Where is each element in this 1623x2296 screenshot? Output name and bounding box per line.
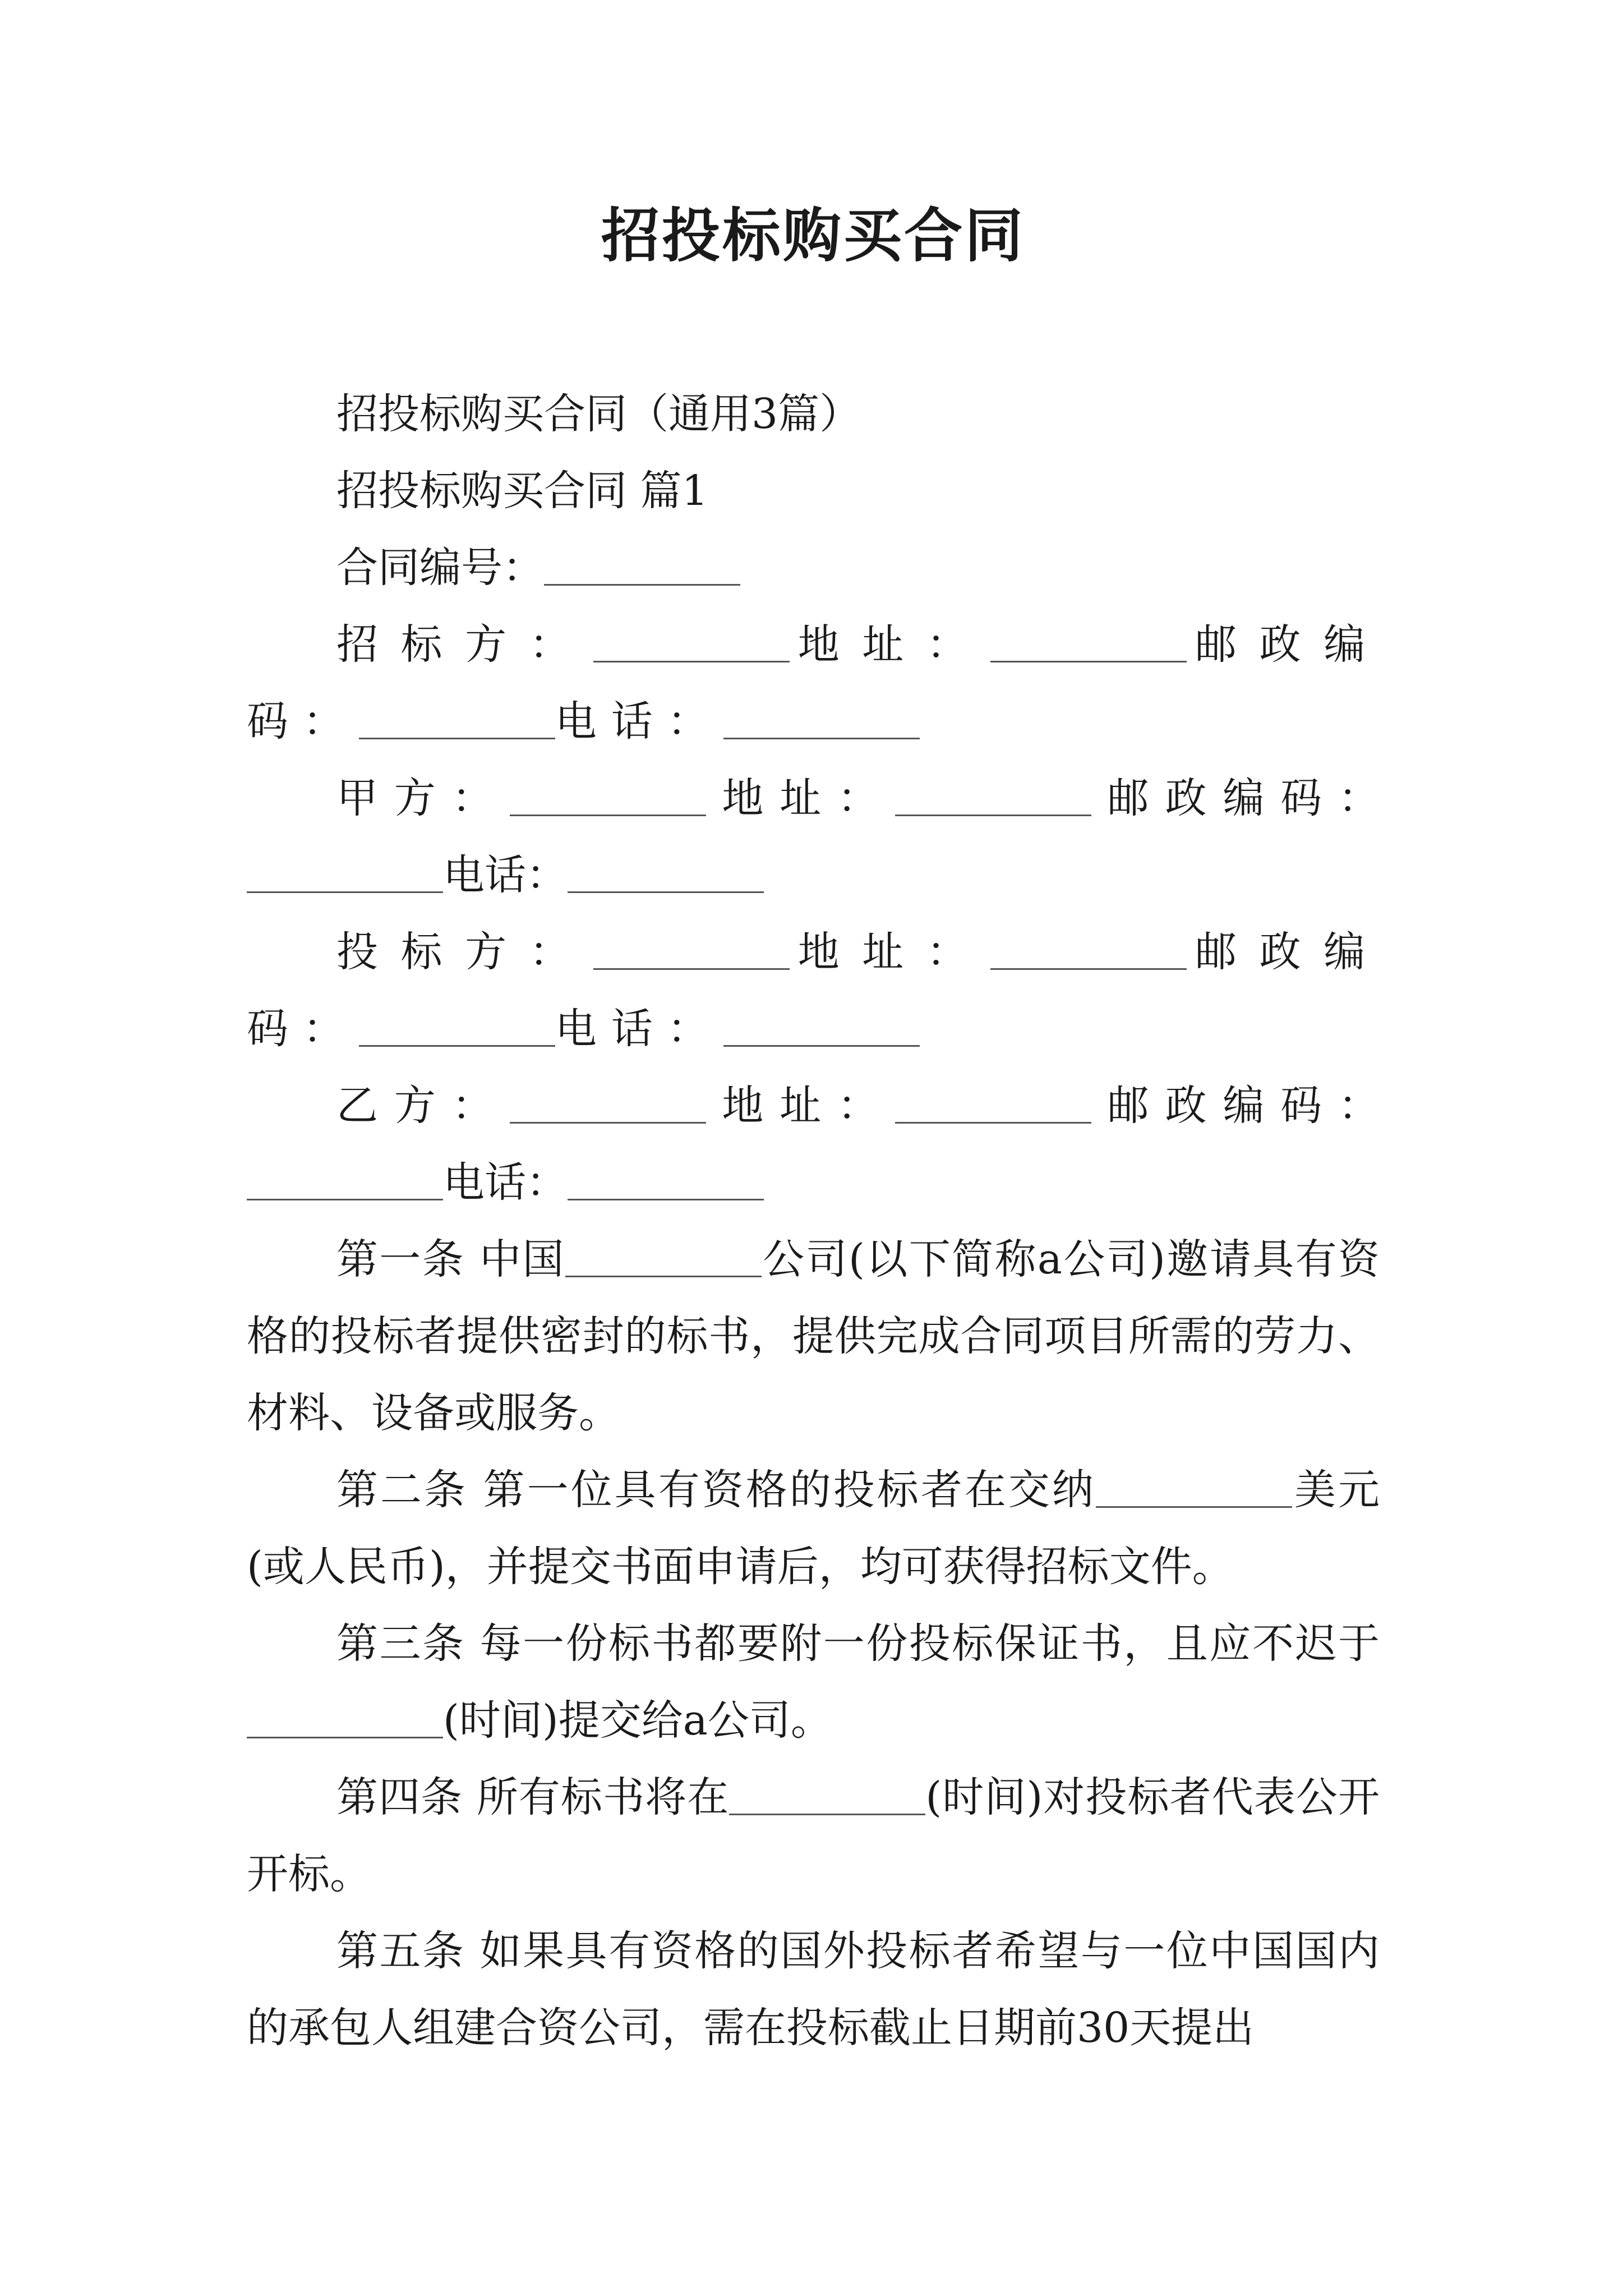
blank-line bbox=[593, 624, 790, 663]
article-4: 第四条 所有标书将在 (时间)对投标者代表公开开标。 bbox=[247, 1773, 1380, 1898]
contract-number-line: 合同编号： bbox=[247, 530, 1380, 606]
blank-line bbox=[247, 1162, 443, 1201]
bidder-label: 投标方： bbox=[336, 928, 594, 976]
blank-line bbox=[510, 777, 706, 817]
blank-line bbox=[990, 624, 1187, 663]
phone-label: 电话： bbox=[443, 851, 568, 899]
bidder-info bbox=[247, 914, 1380, 1068]
tenderer-label: 招标方： bbox=[336, 620, 594, 669]
blank-line bbox=[1096, 1469, 1292, 1508]
document-title: 招投标购买合同 bbox=[601, 201, 1025, 270]
article-1: 第一条 中国 公司(以下简称a公司)邀请具有资格的投标者提供密封的标书，提供完成合同项目所需的劳力、材料、设备或服务。 bbox=[247, 1235, 1380, 1437]
address-label: 地址： bbox=[706, 774, 895, 822]
party-a-info bbox=[247, 760, 1380, 914]
document-subtitle: 招投标购买合同（通用3篇） bbox=[336, 390, 861, 438]
blank-line bbox=[568, 854, 764, 894]
blank-line bbox=[729, 1777, 925, 1816]
blank-line bbox=[895, 777, 1091, 817]
phone-label: 电话： bbox=[443, 1158, 568, 1207]
blank-line bbox=[895, 1085, 1091, 1124]
document-body bbox=[247, 376, 1380, 2067]
blank-line bbox=[359, 1008, 555, 1047]
tenderer-info bbox=[247, 606, 1380, 760]
party-a-label: 甲方： bbox=[336, 774, 510, 822]
address-label: 地址： bbox=[790, 928, 991, 976]
postcode-label: 邮政编码： bbox=[247, 928, 1380, 1053]
phone-label: 电话： bbox=[555, 697, 723, 746]
blank-line bbox=[247, 1700, 443, 1739]
party-b-label: 乙方： bbox=[336, 1082, 510, 1130]
blank-line bbox=[565, 1239, 762, 1278]
blank-line bbox=[723, 1008, 920, 1047]
address-label: 地址： bbox=[790, 620, 991, 669]
phone-label: 电话： bbox=[555, 1005, 723, 1053]
party-b-info bbox=[247, 1068, 1380, 1221]
article-3: 第三条 每一份标书都要附一份投标保证书，且应不迟于(时间)提交给a公司。 bbox=[247, 1605, 1380, 1759]
contract-number-blank bbox=[544, 547, 740, 586]
article-2: 第二条 第一位具有资格的投标者在交纳 美元(或人民币)，并提交书面申请后，均可获得招标文件。 bbox=[247, 1466, 1380, 1591]
blank-line bbox=[723, 701, 920, 740]
postcode-label: 邮政编码： bbox=[247, 620, 1380, 746]
blank-line bbox=[247, 854, 443, 894]
blank-line bbox=[510, 1085, 706, 1124]
address-label: 地址： bbox=[706, 1082, 895, 1130]
blank-line bbox=[568, 1162, 764, 1201]
blank-line bbox=[990, 931, 1187, 970]
postcode-label: 邮政编码： bbox=[1091, 774, 1380, 822]
section-heading: 招投标购买合同 篇1 bbox=[336, 467, 708, 515]
blank-line bbox=[359, 701, 555, 740]
blank-line bbox=[593, 931, 790, 970]
article-5: 第五条 如果具有资格的国外投标者希望与一位中国国内的承包人组建合资公司，需在投标截止日期前30天提出 bbox=[247, 1927, 1380, 2052]
postcode-label: 邮政编码： bbox=[1091, 1082, 1380, 1130]
document-page bbox=[247, 0, 1380, 2296]
